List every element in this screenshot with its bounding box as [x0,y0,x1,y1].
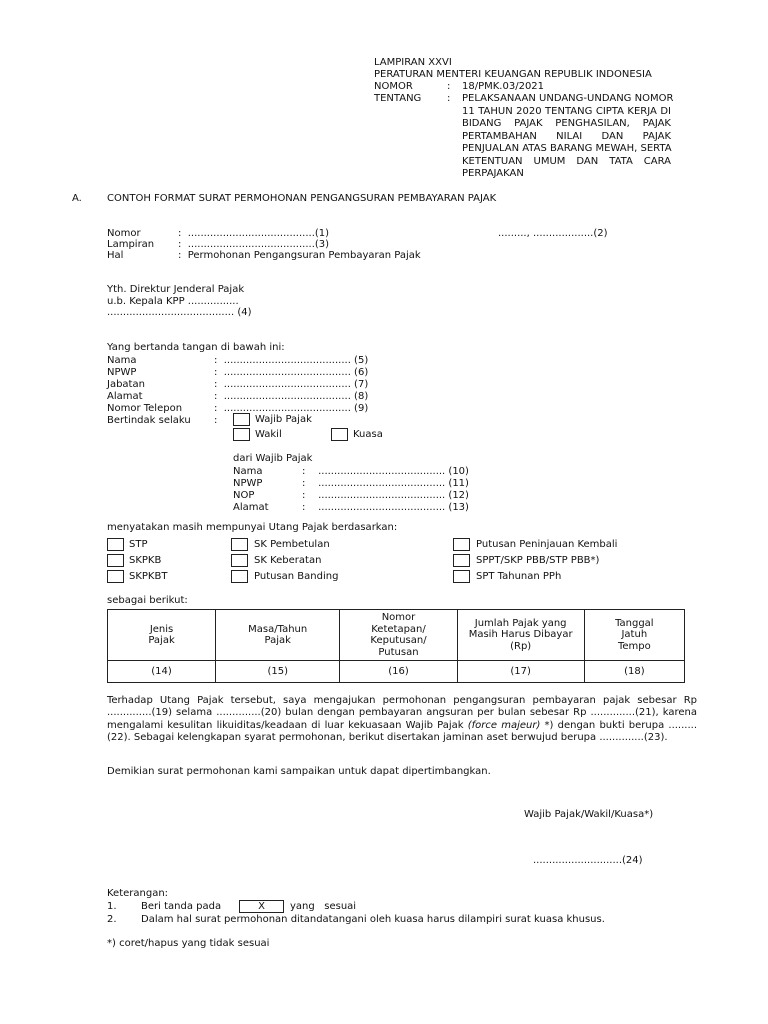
checkbox-sppt[interactable] [453,554,470,567]
signer-field-value: : ........................................ (6) [214,367,369,378]
header-jenis-pajak: Jenis Pajak [108,610,216,661]
option-skpkb: SKPKB [129,555,162,566]
option-wakil: Wakil [255,429,282,440]
body-paragraph: Terhadap Utang Pajak tersebut, saya mengajukan permohonan pengangsuran pembayaran pajak sebesar Rp ..............(19) selama ..............(20) bulan dengan pembayaran angsuran per bulan sebesar Rp ..............(21), karena mengalami kesulitan likuiditas/keadaan di luar kekuasaan Wajib Pajak (force majeur) *) dengan bukti berupa .........(22). Sebagai kelengkapan syarat permohonan, berikut disertakan jaminan aset berwujud berupa ..............(23). [107,695,698,743]
hal-label: Hal [107,250,124,261]
signer-field-value: : ........................................ (5) [214,355,369,366]
section-title: CONTOH FORMAT SURAT PERMOHONAN PENGANGSURAN PEMBAYARAN PAJAK [107,193,497,204]
header-tentang-line: PELAKSANAAN UNDANG-UNDANG NOMOR [462,93,674,104]
checkbox-stp[interactable] [107,538,124,551]
peraturan-title: PERATURAN MENTERI KEUANGAN REPUBLIK INDONESIA [374,69,652,80]
checkbox-sk-pembetulan[interactable] [231,538,248,551]
option-stp: STP [129,539,148,550]
taxpayer-field-label: Nama [233,466,263,477]
acting-label: Bertindak selaku [107,415,191,426]
option-sk-keberatan: SK Keberatan [254,555,322,566]
nomor-value: : ........................................(1) [178,228,330,239]
option-skpkbt: SKPKBT [129,571,168,582]
checkbox-putusan-pk[interactable] [453,538,470,551]
header-nomor-sep: : [447,81,451,92]
table-intro: sebagai berikut: [107,595,188,606]
lampiran-field-value: : ........................................(3) [178,239,330,250]
header-tentang-line: PERPAJAKAN [462,168,524,179]
taxpayer-intro: dari Wajib Pajak [233,453,313,464]
option-sppt: SPPT/SKP PBB/STP PBB*) [476,555,600,566]
checkbox-skpkbt[interactable] [107,570,124,583]
acting-sep: : [214,415,218,426]
header-tentang-line: KETENTUAN UMUM DAN TATA CARA [462,156,671,167]
option-spt-tahunan: SPT Tahunan PPh [476,571,562,582]
header-tentang-line: BIDANG PAJAK PENGHASILAN, PAJAK [462,118,671,129]
taxpayer-field-value: : ........................................ (12) [302,490,469,501]
table-cell: (15) [216,661,340,683]
note-1-suffix: yang sesuai [290,901,357,912]
header-jumlah-pajak: Jumlah Pajak yang Masih Harus Dibayar (Rp) [457,610,584,661]
lampiran-field-label: Lampiran [107,239,155,250]
debt-intro: menyatakan masih mempunyai Utang Pajak berdasarkan: [107,522,398,533]
checkbox-wajib-pajak[interactable] [233,413,250,426]
letter-date: ........., ...................(2) [498,228,608,239]
signer-field-value: : ........................................ (9) [214,403,369,414]
debt-table [107,609,685,683]
checkbox-spt-tahunan[interactable] [453,570,470,583]
table-cell: (17) [457,661,584,683]
notes-title: Keterangan: [107,888,169,899]
taxpayer-field-value: : ........................................ (11) [302,478,469,489]
taxpayer-field-label: NOP [233,490,255,501]
signer-field-label: Nomor Telepon [107,403,183,414]
table-cell: (18) [584,661,684,683]
note-1-text: Beri tanda pada [141,901,222,912]
header-tanggal-jatuh-tempo: Tanggal Jatuh Tempo [584,610,684,661]
header-nomor-value: 18/PMK.03/2021 [462,81,545,92]
taxpayer-field-value: : ........................................ (13) [302,502,469,513]
signer-field-label: Jabatan [107,379,145,390]
table-cell: (14) [108,661,216,683]
checkbox-skpkb[interactable] [107,554,124,567]
signature-line: ............................(24) [533,855,643,866]
addressee-line: Yth. Direktur Jenderal Pajak [107,284,245,295]
taxpayer-field-label: Alamat [233,502,269,513]
checkbox-putusan-banding[interactable] [231,570,248,583]
option-putusan-banding: Putusan Banding [254,571,339,582]
header-tentang-line: PERTAMBAHAN NILAI DAN PAJAK [462,131,671,142]
header-nomor-label: NOMOR [374,81,413,92]
header-tentang-sep: : [447,93,451,104]
checkbox-wakil[interactable] [233,428,250,441]
checkbox-sk-keberatan[interactable] [231,554,248,567]
signer-field-label: Nama [107,355,137,366]
signer-field-label: NPWP [107,367,137,378]
signer-intro: Yang bertanda tangan di bawah ini: [107,342,285,353]
table-cell: (16) [340,661,457,683]
taxpayer-field-value: : ........................................ (10) [302,466,469,477]
signer-field-value: : ........................................ (8) [214,391,369,402]
taxpayer-field-label: NPWP [233,478,263,489]
note-number: 1. [107,901,117,912]
option-wajib-pajak: Wajib Pajak [255,414,312,425]
footnote: *) coret/hapus yang tidak sesuai [107,938,270,949]
header-masa-tahun: Masa/Tahun Pajak [216,610,340,661]
section-letter: A. [72,193,82,204]
sample-mark-box: X [239,900,284,913]
signer-field-label: Alamat [107,391,143,402]
addressee-line: ........................................ (4) [107,307,252,318]
nomor-label: Nomor [107,228,141,239]
signer-field-value: : ........................................ (7) [214,379,369,390]
checkbox-kuasa[interactable] [331,428,348,441]
closing-paragraph: Demikian surat permohonan kami sampaikan untuk dapat dipertimbangkan. [107,766,491,777]
note-2-text: Dalam hal surat permohonan ditandatangani oleh kuasa harus dilampiri surat kuasa khusus. [141,914,605,925]
lampiran-label: LAMPIRAN XXVI [374,57,452,68]
option-putusan-pk: Putusan Peninjauan Kembali [476,539,618,550]
hal-value: : Permohonan Pengangsuran Pembayaran Pajak [178,250,421,261]
header-nomor-ketetapan: Nomor Ketetapan/ Keputusan/ Putusan [340,610,457,661]
header-tentang-line: 11 TAHUN 2020 TENTANG CIPTA KERJA DI [462,106,671,117]
option-sk-pembetulan: SK Pembetulan [254,539,330,550]
option-kuasa: Kuasa [353,429,383,440]
header-tentang-line: PENJUALAN ATAS BARANG MEWAH, SERTA [462,143,672,154]
signature-role: Wajib Pajak/Wakil/Kuasa*) [524,809,654,820]
header-tentang-label: TENTANG [374,93,422,104]
addressee-line: u.b. Kepala KPP ................ [107,296,239,307]
note-number: 2. [107,914,117,925]
